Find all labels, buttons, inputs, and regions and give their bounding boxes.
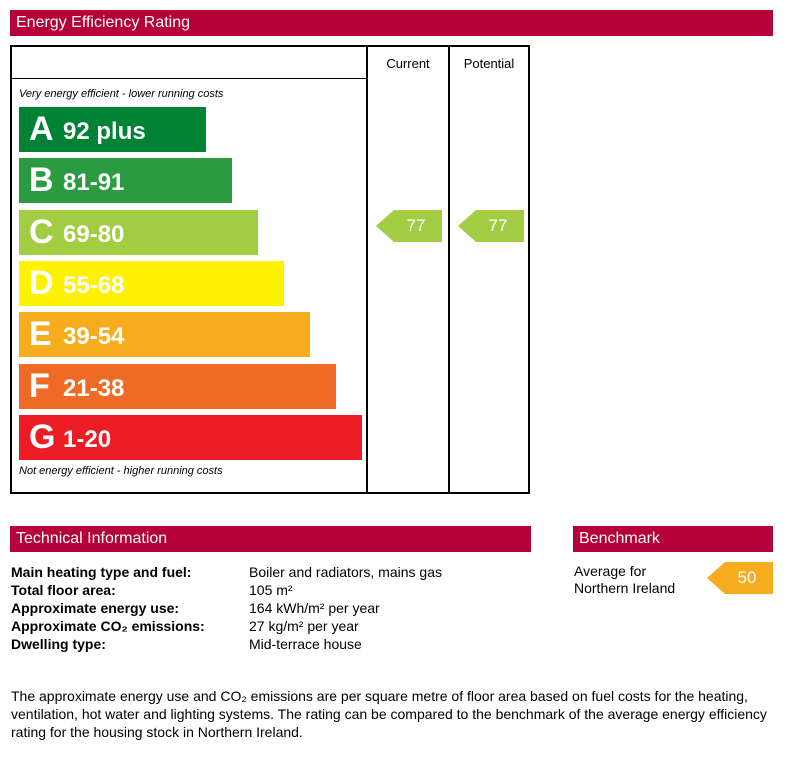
current-rating-arrow [376, 210, 442, 242]
bottom-note: Not energy efficient - higher running costs [19, 465, 223, 477]
potential-rating-value: 77 [488, 216, 508, 236]
divider-current [366, 47, 368, 492]
band-e [19, 312, 310, 357]
tech-label-dwelling: Dwelling type: [11, 636, 106, 652]
benchmark-header [573, 526, 773, 552]
band-range: 1-20 [63, 425, 112, 453]
band-range: 81-91 [63, 169, 125, 197]
technical-title: Technical Information [16, 530, 168, 547]
energy-rating-title: Energy Efficiency Rating [16, 14, 191, 31]
band-range: 55-68 [63, 271, 125, 299]
band-d [19, 261, 284, 306]
tech-label-co2: Approximate CO₂ emissions: [11, 618, 205, 634]
band-f [19, 364, 336, 409]
band-c [19, 210, 258, 255]
benchmark-label-line2: Northern Ireland [574, 580, 676, 596]
col-header-current: Current [386, 56, 430, 71]
tech-value-energy-use: 164 kWh/m² per year [249, 600, 380, 616]
footer-note: The approximate energy use and CO₂ emissions are per square metre of floor area based on fuel costs for the heating, ventilation, hot water and lighting systems. The rating can be compared to the benchmark of the average energy efficiency rating for the housing stock in Northern Ireland. [11, 688, 767, 740]
energy-rating-header [10, 10, 773, 36]
col-header-potential: Potential [463, 56, 515, 71]
header-rule [12, 78, 366, 79]
band-letter: D [29, 263, 54, 302]
tech-label-floor-area: Total floor area: [11, 582, 116, 598]
current-rating-value: 77 [406, 216, 426, 236]
rating-chart [10, 45, 530, 494]
band-a [19, 107, 206, 152]
tech-label-heating: Main heating type and fuel: [11, 564, 192, 580]
band-letter: C [29, 212, 54, 251]
benchmark-title: Benchmark [579, 530, 660, 547]
band-letter: A [29, 110, 54, 148]
tech-value-heating: Boiler and radiators, mains gas [249, 564, 442, 580]
potential-rating-arrow [458, 210, 524, 242]
benchmark-arrow [707, 562, 773, 594]
tech-label-energy-use: Approximate energy use: [11, 600, 180, 616]
tech-value-floor-area: 105 m² [249, 582, 293, 598]
band-range: 69-80 [63, 220, 125, 248]
band-letter: B [29, 161, 54, 200]
band-range: 21-38 [63, 374, 125, 402]
top-note: Very energy efficient - lower running costs [19, 88, 224, 100]
tech-value-co2: 27 kg/m² per year [249, 618, 359, 634]
band-range: 39-54 [63, 323, 125, 351]
tech-value-dwelling: Mid-terrace house [249, 636, 362, 652]
band-letter: F [29, 366, 50, 405]
band-g [19, 415, 362, 460]
band-letter: G [29, 417, 56, 456]
band-b [19, 158, 232, 203]
technical-header [10, 526, 531, 552]
band-letter: E [29, 315, 52, 354]
divider-potential [448, 47, 450, 492]
benchmark-label-line1: Average for [574, 563, 647, 579]
benchmark-value: 50 [737, 568, 757, 587]
band-range: 92 plus [63, 118, 146, 145]
